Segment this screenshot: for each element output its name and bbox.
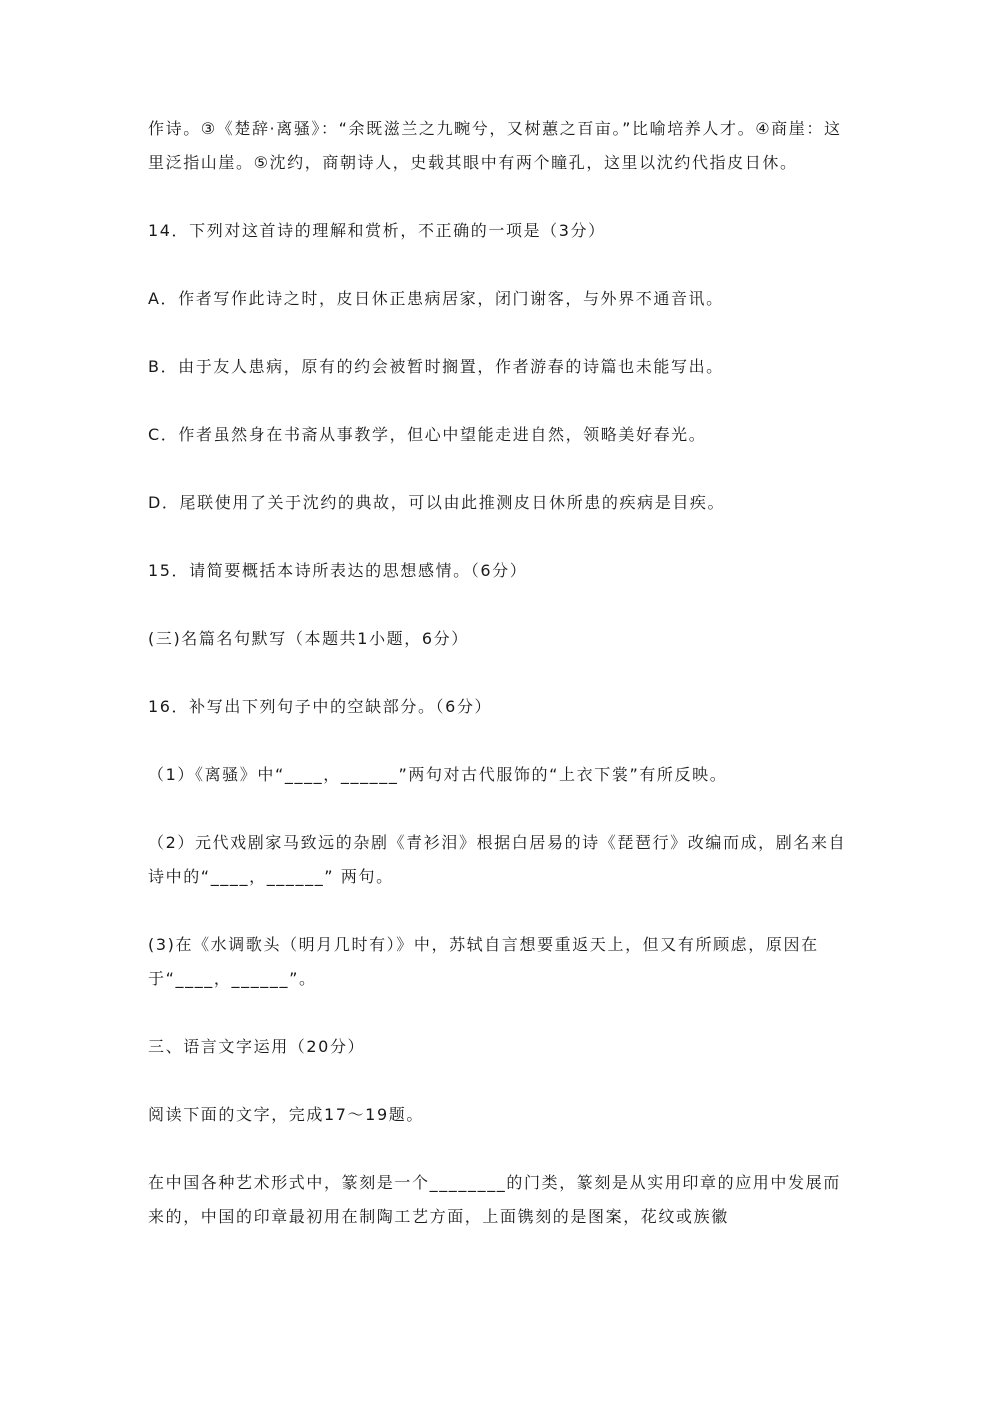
spacer: [148, 452, 848, 486]
spacer: [148, 656, 848, 690]
spacer: [148, 792, 848, 826]
reading-passage: 在中国各种艺术形式中，篆刻是一个________的门类，篆刻是从实用印章的应用中发展而来的，中国的印章最初用在制陶工艺方面，上面镌刻的是图案，花纹或族徽: [148, 1173, 841, 1226]
option-c: C．作者虽然身在书斋从事教学，但心中望能走进自然，领略美好春光。: [148, 425, 707, 444]
spacer: [148, 894, 848, 928]
option-a: A．作者写作此诗之时，皮日休正患病居家，闭门谢客，与外界不通音讯。: [148, 289, 724, 308]
spacer: [148, 996, 848, 1030]
question-16-item-3: (3)在《水调歌头（明月几时有）》中，苏轼自言想要重返天上，但又有所顾虑，原因在于“____，______”。: [148, 935, 819, 988]
spacer: [148, 1064, 848, 1098]
spacer: [148, 248, 848, 282]
spacer: [148, 316, 848, 350]
question-16: 16．补写出下列句子中的空缺部分。（6分）: [148, 697, 493, 716]
spacer: [148, 180, 848, 214]
part-three-heading: 三、语言文字运用（20分）: [148, 1037, 366, 1056]
option-b: B．由于友人患病，原有的约会被暂时搁置，作者游春的诗篇也未能写出。: [148, 357, 724, 376]
spacer: [148, 384, 848, 418]
spacer: [148, 588, 848, 622]
section-heading-3: (三)名篇名句默写（本题共1小题，6分）: [148, 629, 469, 648]
document-page: [148, 112, 848, 1234]
spacer: [148, 724, 848, 758]
option-d: D．尾联使用了关于沈约的典故，可以由此推测皮日休所患的疾病是目疾。: [148, 493, 726, 512]
question-15: 15．请简要概括本诗所表达的思想感情。（6分）: [148, 561, 528, 580]
question-16-item-1: （1）《离骚》中“____，______”两句对古代服饰的“上衣下裳”有所反映。: [148, 765, 728, 784]
spacer: [148, 1132, 848, 1166]
question-14: 14．下列对这首诗的理解和赏析，不正确的一项是（3分）: [148, 221, 606, 240]
paragraph-annotation: 作诗。③《楚辞·离骚》：“余既滋兰之九畹兮，又树蕙之百亩。”比喻培养人才。④商崖：这里泛指山崖。⑤沈约，商朝诗人，史载其眼中有两个瞳孔，这里以沈约代指皮日休。: [148, 119, 842, 172]
reading-instruction: 阅读下面的文字，完成17～19题。: [148, 1105, 424, 1124]
spacer: [148, 520, 848, 554]
question-16-item-2: （2）元代戏剧家马致远的杂剧《青衫泪》根据白居易的诗《琵琶行》改编而成，剧名来自诗中的“____，______” 两句。: [148, 833, 847, 886]
